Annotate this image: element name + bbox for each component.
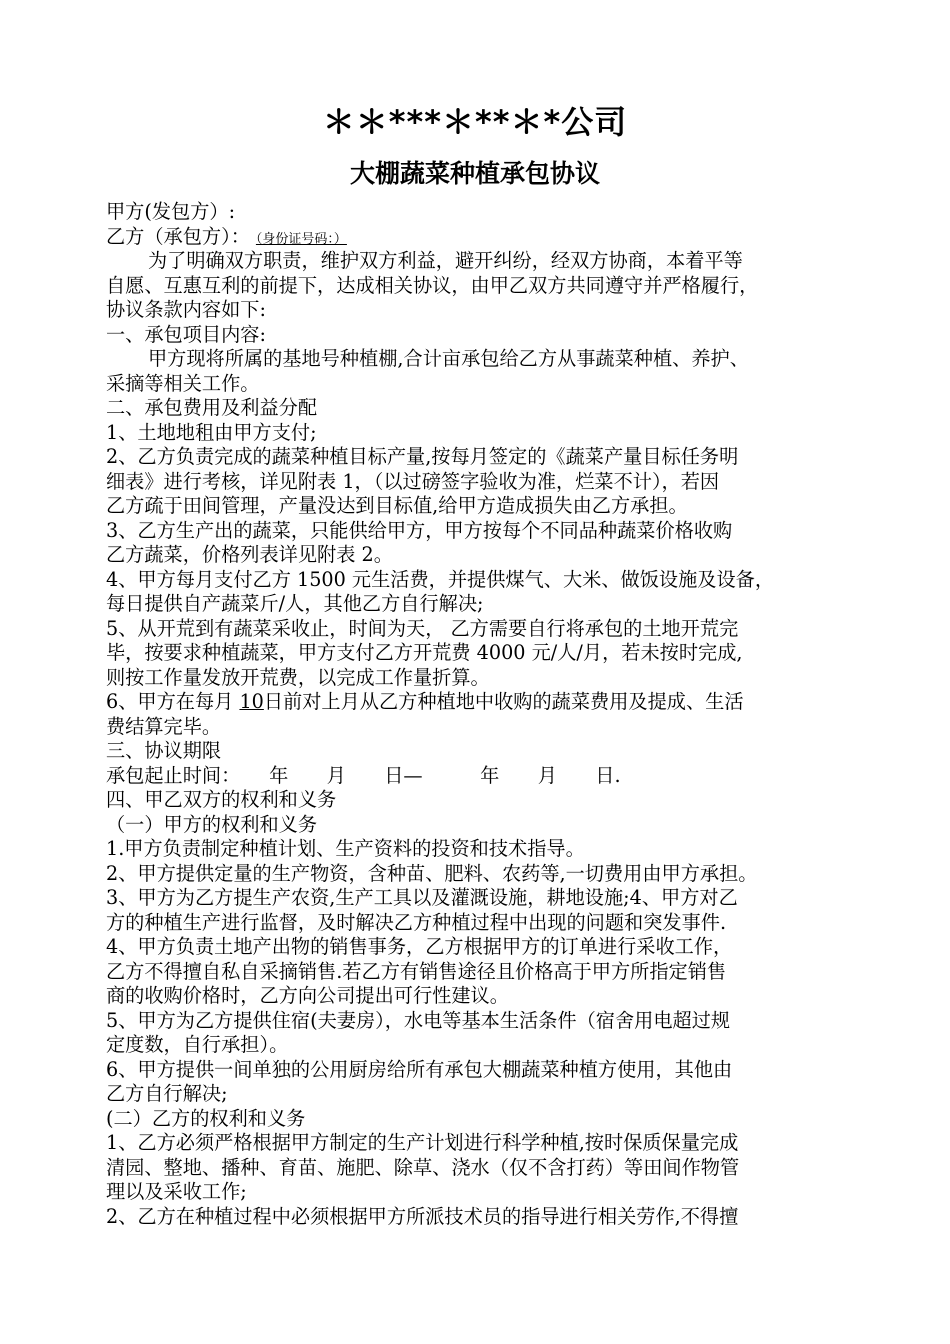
paragraph-line: 采摘等相关工作。: [106, 371, 260, 395]
clause-line: 定度数，自行承担）。: [106, 1033, 289, 1056]
clause-line: 5、甲方为乙方提供住宿(夫妻房），水电等基本生活条件（宿舍用电超过规: [106, 1008, 731, 1032]
section-heading: 三、协议期限: [106, 739, 222, 762]
clause-line: 1.甲方负责制定种植计划、生产资料的投资和技术指导。: [106, 837, 585, 860]
clause-line: 2、甲方提供定量的生产物资，含种苗、肥料、农药等,一切费用由甲方承担。: [106, 861, 758, 885]
clause-line: 1、乙方必须严格根据甲方制定的生产计划进行科学种植,按时保质保量完成: [106, 1131, 739, 1154]
clause-line: 费结算完毕。: [106, 714, 222, 738]
party-b-label: 乙方（承包方）：: [106, 224, 250, 248]
clause-line: 乙方蔬菜，价格列表详见附表 2。: [106, 543, 393, 566]
clause-text: 6、甲方在每月: [106, 690, 240, 713]
settlement-day: 10: [239, 690, 264, 713]
clause-line: 4、甲方负责土地产出物的销售事务，乙方根据甲方的订单进行采收工作，: [106, 935, 733, 958]
clause-line: 6、甲方提供一间单独的公用厨房给所有承包大棚蔬菜种植方使用，其他由: [106, 1057, 733, 1081]
paragraph-line: 甲方现将所属的基地号种植棚,合计亩承包给乙方从事蔬菜种植、养护、: [148, 347, 749, 370]
clause-line: 则按工作量发放开荒费，以完成工作量折算。: [106, 665, 490, 689]
document-body: [106, 200, 856, 1229]
intro-line: 为了明确双方职责，维护双方利益，避开纠纷，经双方协商，本着平等: [148, 249, 743, 272]
subsection-heading: （一）甲方的权利和义务: [106, 812, 318, 836]
clause-text: 日前对上月从乙方种植地中收购的蔬菜费用及提成、生活: [263, 690, 744, 713]
clause-line: 毕，按要求种植蔬菜，甲方支付乙方开荒费 4000 元/人/月，若未按时完成,: [106, 641, 743, 664]
clause-line: 2、乙方在种植过程中必须根据甲方所派技术员的指导进行相关劳作,不得擅: [106, 1204, 739, 1228]
clause-line: 理以及采收工作;: [106, 1180, 247, 1203]
clause-line: 1、土地地租由甲方支付;: [106, 420, 317, 444]
clause-line: 4、甲方每月支付乙方 1500 元生活费，并提供煤气、大米、做饭设施及设备，: [106, 567, 775, 591]
clause-line: 乙方不得擅自私自采摘销售.若乙方有销售途径且价格高于甲方所指定销售: [106, 959, 727, 983]
clause-line: 乙方疏于田间管理，产量没达到目标值,给甲方造成损失由乙方承担。: [106, 494, 688, 517]
intro-line: 自愿、互惠互利的前提下，达成相关协议，由甲乙双方共同遵守并严格履行，: [106, 273, 759, 297]
clause-line: 5、从开荒到有蔬菜采收止，时间为天， 乙方需要自行将承包的土地开荒完: [106, 616, 739, 640]
section-heading: 一、承包项目内容:: [106, 322, 266, 346]
clause-line: 方的种植生产进行监督，及时解决乙方种植过程中出现的问题和突发事件.: [106, 910, 727, 934]
clause-line: 乙方自行解决;: [106, 1082, 228, 1105]
term-line: 承包起止时间： 年 月 日— 年 月 日.: [106, 763, 621, 787]
company-name: ＊＊***＊**＊*公司: [322, 103, 628, 141]
party-b-id-note: （身份证号码：）: [255, 231, 347, 247]
subsection-heading: (二）乙方的权利和义务: [106, 1106, 306, 1130]
clause-line: 3、甲方为乙方提生产农资,生产工具以及灌溉设施，耕地设施;4、甲方对乙: [106, 886, 738, 909]
party-b-line: [106, 225, 856, 250]
clause-line: 3、乙方生产出的蔬菜，只能供给甲方，甲方按每个不同品种蔬菜价格收购: [106, 518, 733, 542]
clause-line: [106, 690, 856, 715]
section-heading: 四、甲乙双方的权利和义务: [106, 788, 337, 811]
clause-line: 清园、整地、播种、育苗、施肥、除草、浇水（仅不含打药）等田间作物管: [106, 1155, 740, 1179]
clause-line: 细表》进行考核，详见附表 1，（以过磅签字验收为准，烂菜不计），若因: [106, 469, 720, 493]
clause-line: 商的收购价格时，乙方向公司提出可行性建议。: [106, 984, 509, 1007]
section-heading: 二、承包费用及利益分配: [106, 396, 318, 419]
intro-line: 协议条款内容如下:: [106, 298, 266, 321]
party-a-line: 甲方(发包方）:: [106, 200, 236, 223]
clause-line: 每日提供自产蔬菜斤/人，其他乙方自行解决;: [106, 592, 484, 615]
clause-line: 2、乙方负责完成的蔬菜种植目标产量,按每月签定的《蔬菜产量目标任务明: [106, 445, 739, 468]
document-title: 大棚蔬菜种植承包协议: [349, 159, 600, 188]
